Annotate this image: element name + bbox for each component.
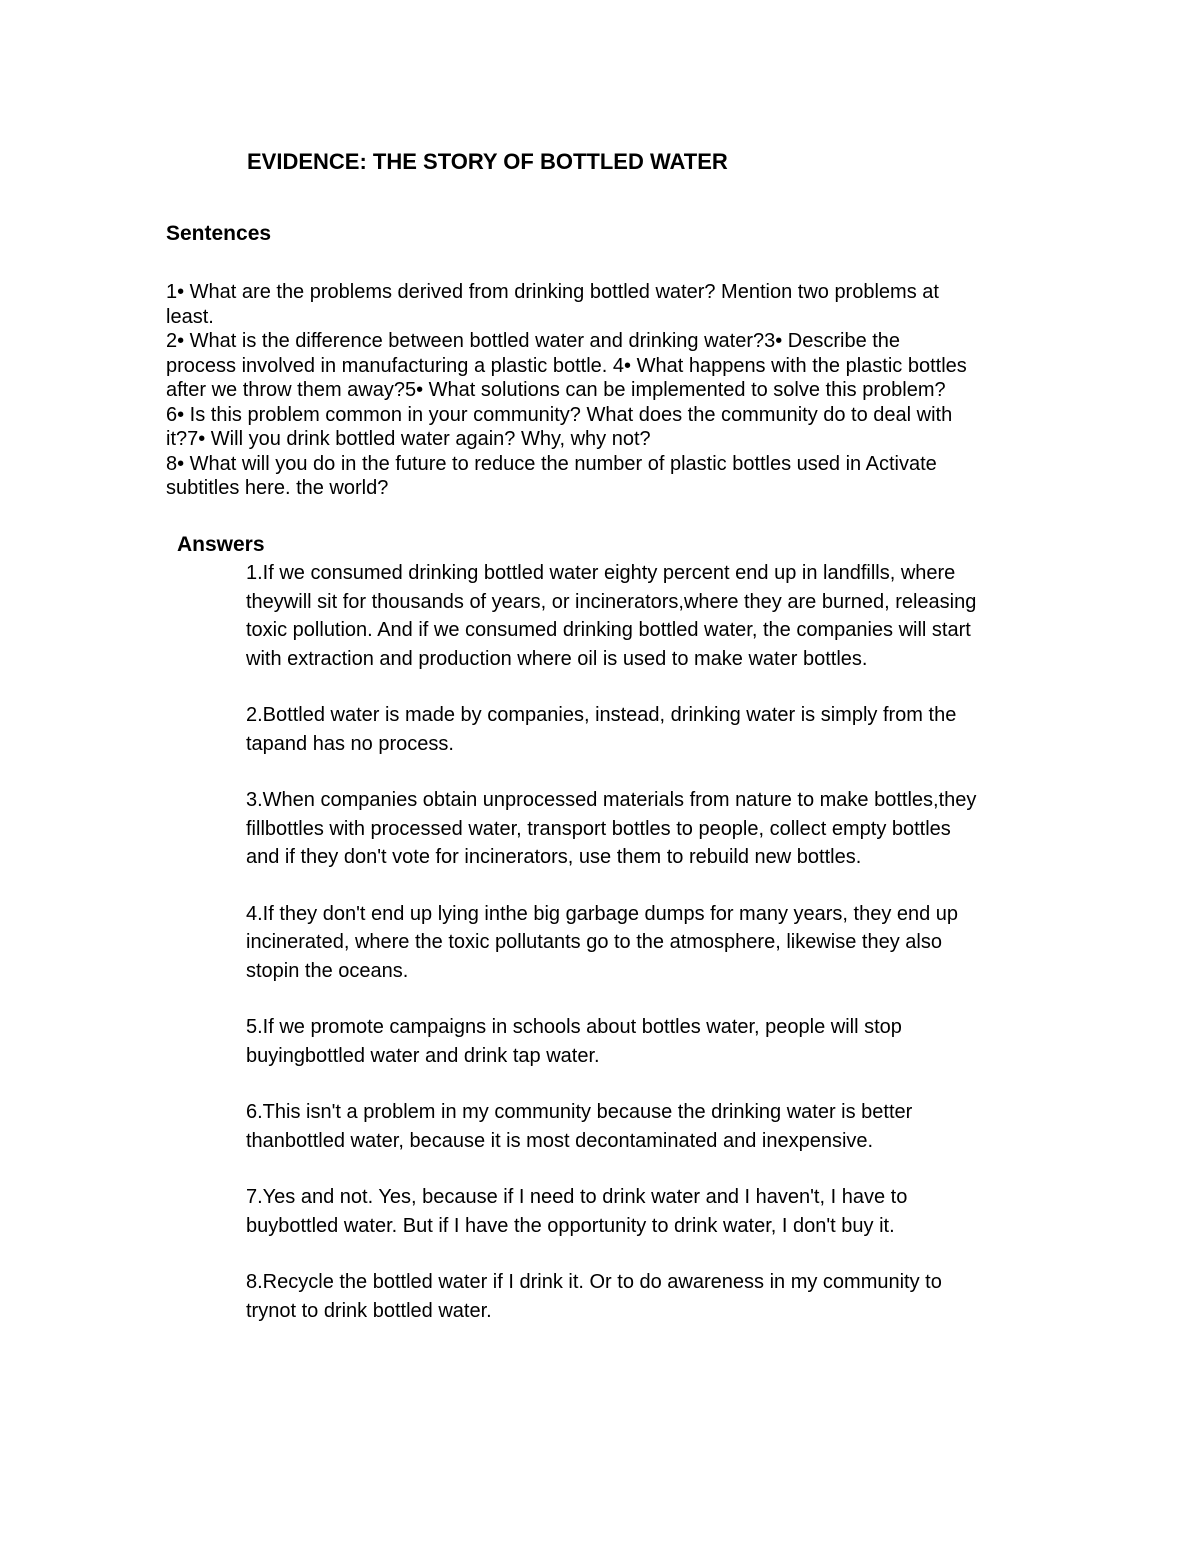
- answer-line: 3.When companies obtain unprocessed materials from nature to make bottles,they: [246, 789, 977, 811]
- answer-line: fillbottles with processed water, transport bottles to people, collect empty bottles: [246, 817, 951, 840]
- answer-line: 4.If they don't end up lying inthe big garbage dumps for many years, they end up: [246, 902, 959, 925]
- sentence-line: 8• What will you do in the future to reduce the number of plastic bottles used in Activate: [166, 452, 937, 475]
- answer-line: buybottled water. But if I have the opportunity to drink water, I don't buy it.: [246, 1214, 895, 1237]
- answer-line: thanbottled water, because it is most decontaminated and inexpensive.: [246, 1129, 874, 1152]
- sentence-line: 2• What is the difference between bottled water and drinking water?3• Describe the: [166, 330, 901, 352]
- answer-item-2: [246, 701, 1046, 758]
- sentence-line: subtitles here. the world?: [166, 477, 389, 499]
- answer-line: 8.Recycle the bottled water if I drink it. Or to do awareness in my community to: [246, 1271, 942, 1293]
- answers-list: [246, 559, 1046, 1353]
- answer-line: and if they don't vote for incinerators, use them to rebuild new bottles.: [246, 846, 862, 868]
- answer-line: 6.This isn't a problem in my community because the drinking water is better: [246, 1101, 913, 1123]
- sentence-line: after we throw them away?5• What solutions can be implemented to solve this problem?: [166, 379, 946, 401]
- answer-item-7: [246, 1183, 1046, 1240]
- sentence-line: 6• Is this problem common in your community? What does the community do to deal with: [166, 403, 953, 426]
- answer-item-8: [246, 1268, 1046, 1325]
- answer-line: trynot to drink bottled water.: [246, 1299, 492, 1322]
- answer-line: buyingbottled water and drink tap water.: [246, 1044, 600, 1067]
- sentence-line: 1• What are the problems derived from drinking bottled water? Mention two problems at: [166, 281, 939, 303]
- answer-line: 2.Bottled water is made by companies, instead, drinking water is simply from the: [246, 704, 957, 726]
- answer-line: 7.Yes and not. Yes, because if I need to drink water and I haven't, I have to: [246, 1186, 908, 1208]
- answer-line: theywill sit for thousands of years, or incinerators,where they are burned, releasing: [246, 590, 977, 613]
- answer-item-3: [246, 786, 1046, 872]
- answer-line: toxic pollution. And if we consumed drinking bottled water, the companies will start: [246, 619, 971, 641]
- answer-item-4: [246, 900, 1046, 986]
- answers-heading: Answers: [177, 533, 265, 556]
- answer-line: tapand has no process.: [246, 732, 454, 755]
- sentences-heading: Sentences: [166, 222, 272, 245]
- answer-line: 5.If we promote campaigns in schools about bottles water, people will stop: [246, 1016, 902, 1038]
- sentences-list: [166, 280, 1046, 501]
- sentence-line: least.: [166, 305, 214, 328]
- answer-item-1: [246, 559, 1046, 673]
- answer-line: 1.If we consumed drinking bottled water eighty percent end up in landfills, where: [246, 562, 956, 584]
- answer-line: incinerated, where the toxic pollutants go to the atmosphere, likewise they also: [246, 931, 942, 953]
- answer-line: with extraction and production where oil is used to make water bottles.: [246, 647, 868, 670]
- answer-item-5: [246, 1013, 1046, 1070]
- sentence-line: it?7• Will you drink bottled water again? Why, why not?: [166, 428, 651, 450]
- answer-line: stopin the oceans.: [246, 959, 409, 982]
- sentence-line: process involved in manufacturing a plastic bottle. 4• What happens with the plastic bottles: [166, 354, 967, 377]
- document-title: EVIDENCE: THE STORY OF BOTTLED WATER: [247, 149, 728, 174]
- answer-item-6: [246, 1098, 1046, 1155]
